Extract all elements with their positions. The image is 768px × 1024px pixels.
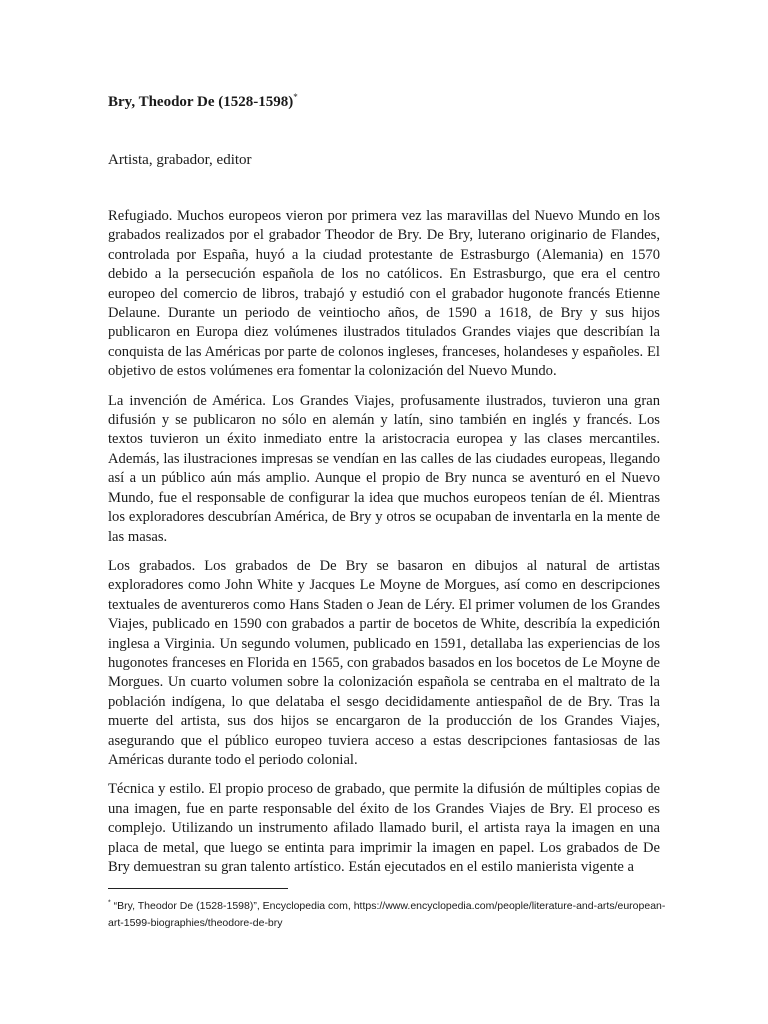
paragraph-invencion-de-america: La invención de América. Los Grandes Viajes, profusamente ilustrados, tuvieron una gran difusión y se publicaron no sólo en alemán y latín, sino también en inglés y francés. Los textos tuvieron un éxito inmediato entre la aristocracia europea y las clases mercantiles. Además, las ilustraciones impresas se vendían en las calles de las ciudades europeas, llegando así a un público aún más amplio. Aunque el propio de Bry nunca se aventuró en el Nuevo Mundo, fue el responsable de configurar la idea que muchos europeos tenían de él. Mientras los exploradores descubrían América, de Bry y otros se ocupaban de inventarla en la mente de las masas. (108, 392, 660, 545)
document-body (108, 207, 660, 887)
title-text: Bry, Theodor De (1528-1598) (108, 94, 294, 110)
page-subtitle: Artista, grabador, editor (108, 152, 252, 168)
paragraph-refugiado: Refugiado. Muchos europeos vieron por primera vez las maravillas del Nuevo Mundo en los grabados realizados por el grabador Theodor de Bry. De Bry, luterano originario de Flandes, controlada por España, huyó a la ciudad protestante de Estrasburgo (Alemania) en 1570 debido a la persecución española de los no católicos. En Estrasburgo, que era el centro europeo del comercio de libros, trabajó y estudió con el grabador hugonote francés Etienne Delaune. Durante un periodo de veintiocho años, de 1590 a 1618, de Bry y sus hijos publicaron en Europa diez volúmenes ilustrados titulados Grandes viajes que describían la conquista de las Américas por parte de colonos ingleses, franceses, holandeses y españoles. El objetivo de estos volúmenes era fomentar la colonización del Nuevo Mundo. (108, 208, 660, 380)
footnote-marker: * (108, 899, 111, 907)
footnote (108, 898, 668, 932)
paragraph-tecnica-y-estilo: Técnica y estilo. El propio proceso de grabado, que permite la difusión de múltiples copias de una imagen, fue en parte responsable del éxito de los Grandes Viajes de Bry. El proceso es complejo. Utilizando un instrumento afilado llamado buril, el artista raya la imagen en una placa de metal, que luego se entinta para imprimir la imagen en papel. Los grabados de De Bry demuestran su gran talento artístico. Están ejecutados en el estilo manierista vigente a (108, 781, 660, 875)
footnote-text: “Bry, Theodor De (1528-1598)”, Encyclopedia com, https://www.encyclopedia.com/people/literature-and-arts/european-art-1599-biographies/theodore-de-bry (108, 900, 666, 929)
footnote-separator (108, 888, 288, 889)
footnote-reference-marker: * (293, 92, 298, 102)
paragraph-los-grabados: Los grabados. Los grabados de De Bry se basaron en dibujos al natural de artistas exploradores como John White y Jacques Le Moyne de Morgues, así como en descripciones textuales de aventureros como Hans Staden o Jean de Léry. El primer volumen de los Grandes Viajes, publicado en 1590 con grabados a partir de bocetos de White, describía la expedición inglesa a Virginia. Un segundo volumen, publicado en 1591, detallaba las experiencias de los hugonotes franceses en Florida en 1565, con grabados basados en los bocetos de Le Moyne de Morgues. Un cuarto volumen sobre la colonización española se centraba en el maltrato de la población indígena, lo que delataba el sesgo decididamente antiespañol de de Bry. Tras la muerte del artista, sus dos hijos se encargaron de la producción de los Grandes Viajes, asegurando que el público europeo tuviera acceso a estas descripciones fantasiosas de las Américas durante todo el periodo colonial. (108, 557, 660, 768)
page-title (108, 92, 298, 112)
